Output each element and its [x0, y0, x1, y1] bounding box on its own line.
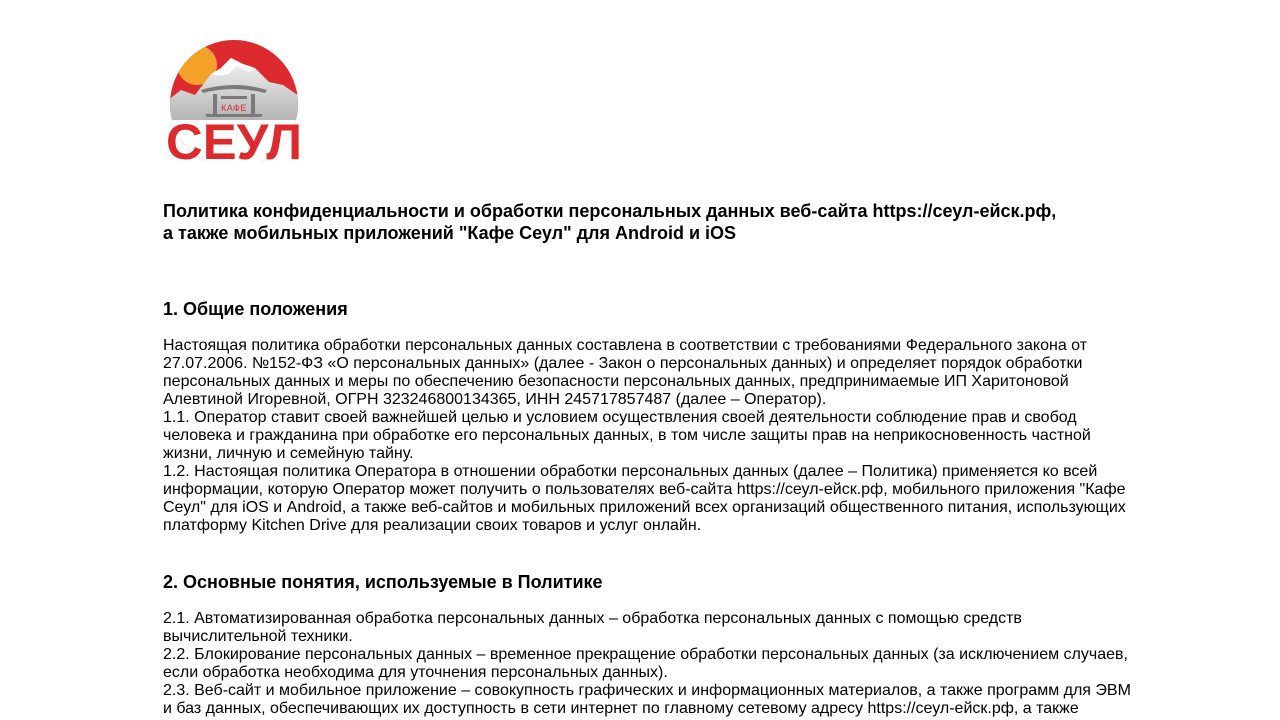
logo-big-text: СЕУЛ	[166, 114, 302, 162]
logo-small-text: КАФЕ	[221, 103, 247, 113]
paragraph: 2.3. Веб-сайт и мобильное приложение – совокупность графических и информационных материалов, а также программ для ЭВМ и баз данных, обеспечивающих их доступность в сети интернет по главному сетевому адресу https://сеул-ейск.рф, а также	[163, 682, 1131, 717]
document-title-line-1: Политика конфиденциальности и обработки персональных данных веб-сайта https://сеул-ейск.рф,	[163, 201, 1057, 221]
document-title-line-2: а также мобильных приложений "Кафе Сеул" для Android и iOS	[163, 223, 737, 243]
policy-page	[163, 38, 1138, 718]
paragraph: Настоящая политика обработки персональных данных составлена в соответствии с требованиями Федерального закона от 27.07.2006. №152-ФЗ «О персональных данных» (далее - Закон о персональных данных) и определяет порядок обработки персональных данных и меры по обеспечению безопасности персональных данных, предпринимаемые ИП Харитоновой Алевтиной Игоревной, ОГРН 323246800134365, ИНН 245717857487 (далее – Оператор).	[163, 337, 1088, 408]
paragraph: 1.1. Оператор ставит своей важнейшей целью и условием осуществления своей деятельности соблюдение прав и свобод человека и гражданина при обработке его персональных данных, в том числе защиты прав на неприкосновенность частной жизни, личную и семейную тайну.	[163, 409, 1091, 462]
paragraph: 1.2. Настоящая политика Оператора в отношении обработки персональных данных (далее – Политика) применяется ко всей информации, которую Оператор может получить о пользователях веб-сайта https://сеул-ейск.рф, мобильного приложения "Кафе Сеул" для iOS и Android, а также веб-сайтов и мобильных приложений всех организаций общественного питания, использующих платформу Kitchen Drive для реализации своих товаров и услуг онлайн.	[163, 463, 1126, 534]
section-general-provisions	[163, 298, 1138, 535]
cafe-seoul-logo	[163, 38, 305, 162]
document-title	[163, 200, 1138, 244]
section-heading: 2. Основные понятия, используемые в Политике	[163, 572, 603, 592]
paragraph: 2.2. Блокирование персональных данных – временное прекращение обработки персональных данных (за исключением случаев, если обработка необходима для уточнения персональных данных).	[163, 646, 1128, 681]
section-heading: 1. Общие положения	[163, 299, 348, 319]
section-basic-concepts	[163, 571, 1138, 718]
paragraph: 2.1. Автоматизированная обработка персональных данных – обработка персональных данных с помощью средств вычислительной техники.	[163, 610, 1022, 645]
